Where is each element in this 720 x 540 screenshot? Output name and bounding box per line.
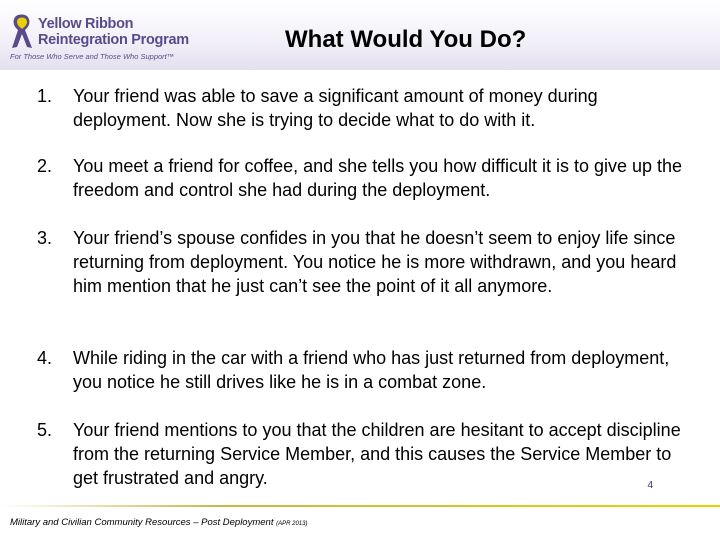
slide-title: What Would You Do? [285, 26, 527, 53]
footer-divider [0, 505, 720, 507]
list-item [37, 154, 687, 202]
list-item [37, 84, 687, 132]
logo-line2: Reintegration Program [38, 32, 189, 48]
footer-title: Military and Civilian Community Resources – Post Deployment [10, 517, 274, 528]
slide-header [0, 0, 720, 70]
item-text: You meet a friend for coffee, and she tells you how difficult it is to give up the freedom and control she had during the deployment. [73, 156, 683, 200]
item-text: Your friend was able to save a significant amount of money during deployment. Now she is trying to decide what to do with it. [73, 86, 598, 130]
list-item [37, 418, 687, 490]
item-number: 4. [37, 348, 53, 368]
item-number: 2. [37, 156, 53, 176]
scenario-list [37, 84, 687, 488]
yellow-ribbon-icon [8, 14, 38, 50]
item-text: While riding in the car with a friend who has just returned from deployment, you notice he still drives like he is in a combat zone. [73, 348, 670, 392]
yellow-ribbon-logo [8, 14, 188, 64]
list-item [37, 346, 687, 394]
page-number: 4 [647, 480, 653, 491]
item-text: Your friend mentions to you that the children are hesitant to accept discipline from the returning Service Member, and this causes the Service Member to get frustrated and angry. [73, 420, 681, 488]
footer-text [10, 517, 307, 528]
item-number: 1. [37, 86, 53, 106]
logo-tagline: For Those Who Serve and Those Who Support™ [10, 52, 175, 61]
logo-line1: Yellow Ribbon [38, 16, 134, 32]
list-item [37, 226, 687, 298]
item-number: 5. [37, 420, 53, 440]
item-number: 3. [37, 228, 53, 248]
footer-date: (APR 2013) [276, 521, 308, 527]
item-text: Your friend’s spouse confides in you that he doesn’t seem to enjoy life since returning from deployment. You notice he is more withdrawn, and you heard him mention that he just can’t see the point of it all anymore. [73, 228, 677, 296]
